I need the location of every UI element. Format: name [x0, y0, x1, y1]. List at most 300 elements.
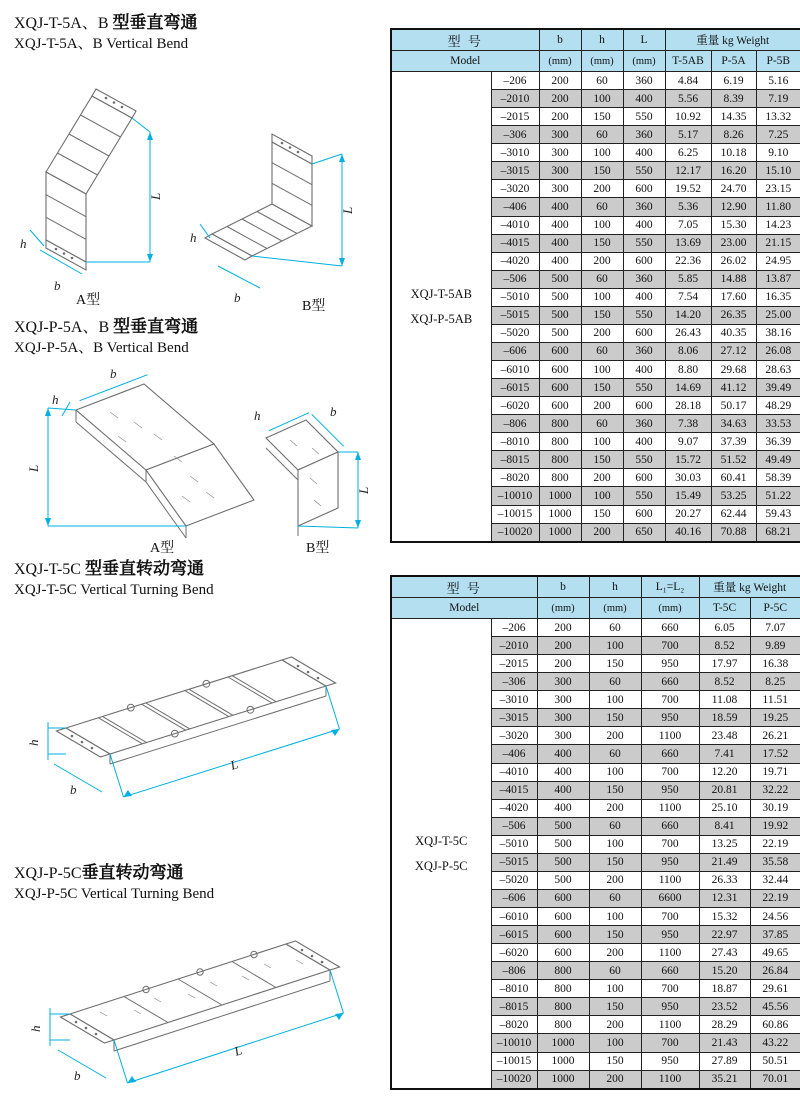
drawing-ladder-vertical-bend-ab [14, 66, 382, 314]
table-cell: 7.38 [665, 415, 711, 433]
table-cell: 100 [581, 216, 623, 234]
model-code: XQJ-T-5A、B [14, 15, 113, 32]
table-cell: 60 [589, 673, 641, 691]
table-cell: 700 [641, 908, 699, 926]
table-cell: 9.89 [750, 637, 800, 655]
table-cell: 200 [589, 944, 641, 962]
model-name-cell [391, 619, 491, 1090]
dim-label-L: L [228, 756, 240, 773]
table-cell: 14.88 [711, 270, 756, 288]
table-cell: 100 [581, 288, 623, 306]
table-cell: 360 [623, 198, 665, 216]
table-cell: 400 [539, 252, 581, 270]
table-cell: 360 [623, 72, 665, 90]
section-title-xqj-p-5ab [14, 316, 198, 359]
table-cell: 18.87 [699, 980, 750, 998]
table-cell: 50.51 [750, 1052, 800, 1070]
table-cell: 600 [537, 944, 589, 962]
table-cell: 15.72 [665, 451, 711, 469]
table-cell: –5020 [491, 871, 537, 889]
table-cell: 15.20 [699, 962, 750, 980]
table-cell: 23.52 [699, 998, 750, 1016]
table-cell: 400 [537, 745, 589, 763]
table-cell: 700 [641, 763, 699, 781]
table-cell: 60 [589, 817, 641, 835]
table-cell: 48.29 [756, 397, 800, 415]
table-cell: 600 [623, 180, 665, 198]
table-cell: 950 [641, 1052, 699, 1070]
table-cell: 150 [581, 234, 623, 252]
table-body [391, 72, 800, 543]
table-cell: 60 [581, 126, 623, 144]
table-cell: 11.51 [750, 691, 800, 709]
table-cell: –10010 [491, 487, 539, 505]
table-cell: 600 [537, 889, 589, 907]
table-cell: 100 [581, 487, 623, 505]
table-cell: 7.05 [665, 216, 711, 234]
table-cell: –2010 [491, 90, 539, 108]
table-cell: –6020 [491, 397, 539, 415]
table-cell: 200 [581, 397, 623, 415]
table-cell: 35.58 [750, 853, 800, 871]
table-cell: 15.49 [665, 487, 711, 505]
table-cell: 11.08 [699, 691, 750, 709]
table-cell: 14.20 [665, 306, 711, 324]
table-cell: 22.19 [750, 835, 800, 853]
table-cell: 500 [537, 853, 589, 871]
dim-label-h: h [20, 236, 27, 251]
table-cell: 27.89 [699, 1052, 750, 1070]
table-cell: 800 [537, 1016, 589, 1034]
table-cell: –4020 [491, 799, 537, 817]
model-code: XQJ-P-5C [14, 865, 82, 882]
table-cell: –3015 [491, 162, 539, 180]
table-cell: 22.97 [699, 926, 750, 944]
table-cell: 60 [589, 962, 641, 980]
table-cell: 35.21 [699, 1070, 750, 1089]
table-cell: 62.44 [711, 505, 756, 523]
table-cell: 19.25 [750, 709, 800, 727]
col-header-h: h [589, 576, 641, 598]
table-cell: 600 [539, 379, 581, 397]
dim-label-L: L [356, 486, 371, 494]
table-cell: 100 [581, 90, 623, 108]
table-cell: –4015 [491, 781, 537, 799]
table-cell: 400 [623, 433, 665, 451]
table-cell: 400 [623, 361, 665, 379]
table-cell: –10020 [491, 1070, 537, 1089]
table-cell: 58.39 [756, 469, 800, 487]
table-cell: 49.49 [756, 451, 800, 469]
table-cell: 7.41 [699, 745, 750, 763]
table-cell: 800 [537, 998, 589, 1016]
col-header-L: L [623, 29, 665, 51]
table-cell: 19.92 [750, 817, 800, 835]
table-cell: 28.18 [665, 397, 711, 415]
table-cell: 1100 [641, 727, 699, 745]
model-name: XQJ-P-5AB [410, 311, 473, 326]
table-cell: 150 [589, 709, 641, 727]
table-cell: 660 [641, 817, 699, 835]
table-cell: 800 [539, 451, 581, 469]
table-cell: 32.44 [750, 871, 800, 889]
table-cell: –6020 [491, 944, 537, 962]
table-cell: 1000 [539, 505, 581, 523]
table-cell: 20.27 [665, 505, 711, 523]
table-cell: 5.85 [665, 270, 711, 288]
table-cell: 60.86 [750, 1016, 800, 1034]
table-body [391, 619, 800, 1090]
table-cell: 14.35 [711, 108, 756, 126]
table-cell: 700 [641, 637, 699, 655]
model-name: XQJ-P-5C [414, 858, 468, 873]
col-header-model-zh: 型 号 [391, 576, 537, 598]
table-cell: 8.06 [665, 342, 711, 360]
table-cell: 19.52 [665, 180, 711, 198]
table-cell: 5.56 [665, 90, 711, 108]
table-cell: 550 [623, 379, 665, 397]
table-cell: –10015 [491, 1052, 537, 1070]
table-cell: 150 [589, 655, 641, 673]
table-cell: 8.52 [699, 637, 750, 655]
title-zh-bold: 型垂直弯通 [112, 13, 198, 32]
table-cell: 11.80 [756, 198, 800, 216]
spec-table-5c [390, 575, 800, 1090]
table-cell: 1100 [641, 871, 699, 889]
table-cell: 1100 [641, 799, 699, 817]
table-cell: 26.84 [750, 962, 800, 980]
table-cell: –10010 [491, 1034, 537, 1052]
caption-a-type: A型 [76, 293, 101, 308]
table-cell: 51.52 [711, 451, 756, 469]
table-cell: 60.41 [711, 469, 756, 487]
table-cell: 30.03 [665, 469, 711, 487]
table-cell: 20.81 [699, 781, 750, 799]
table-cell: –6015 [491, 926, 537, 944]
dim-label-L: L [26, 464, 41, 472]
table-cell: 16.35 [756, 288, 800, 306]
table-cell: 6.05 [699, 619, 750, 637]
table-cell: 23.48 [699, 727, 750, 745]
table-cell: 650 [623, 523, 665, 542]
table-cell: 9.07 [665, 433, 711, 451]
table-cell: 200 [539, 108, 581, 126]
table-cell: 22.19 [750, 889, 800, 907]
table-cell: 550 [623, 306, 665, 324]
table-cell: 500 [537, 835, 589, 853]
table-cell: 1100 [641, 1016, 699, 1034]
table-cell: 39.49 [756, 379, 800, 397]
table-cell: 360 [623, 415, 665, 433]
table-cell: 550 [623, 108, 665, 126]
table-cell: 19.71 [750, 763, 800, 781]
dim-label-h: h [190, 230, 197, 245]
table-cell: 6.25 [665, 144, 711, 162]
model-name: XQJ-T-5C [415, 833, 468, 848]
table-cell: –406 [491, 745, 537, 763]
dim-label-L: L [232, 1042, 244, 1059]
drawing-tray-turning-bend [14, 910, 382, 1098]
table-cell: 5.16 [756, 72, 800, 90]
col-header-L-unit: (mm) [641, 598, 699, 619]
table-cell: –4010 [491, 216, 539, 234]
table-cell: 200 [589, 871, 641, 889]
table-cell: –8020 [491, 469, 539, 487]
dim-label-b: b [54, 278, 61, 293]
table-cell: 36.39 [756, 433, 800, 451]
table-cell: 25.10 [699, 799, 750, 817]
table-cell: 68.21 [756, 523, 800, 542]
table-cell: 8.39 [711, 90, 756, 108]
table-cell: 5.36 [665, 198, 711, 216]
table-cell: 51.22 [756, 487, 800, 505]
caption-a-type: A型 [150, 541, 175, 556]
table-cell: 13.69 [665, 234, 711, 252]
table-cell: 200 [539, 72, 581, 90]
table-cell: 29.61 [750, 980, 800, 998]
table-cell: 100 [581, 361, 623, 379]
table-cell: 49.65 [750, 944, 800, 962]
table-cell: 600 [623, 324, 665, 342]
dim-label-L: L [340, 206, 355, 214]
table-cell: 50.17 [711, 397, 756, 415]
col-header-h: h [581, 29, 623, 51]
table-cell: –3010 [491, 691, 537, 709]
dim-label-h: h [52, 392, 59, 407]
table-cell: 100 [589, 980, 641, 998]
table-cell: 10.18 [711, 144, 756, 162]
table-cell: 600 [539, 361, 581, 379]
dim-label-h: h [254, 408, 261, 423]
dim-label-h: h [26, 739, 41, 746]
table-cell: 33.53 [756, 415, 800, 433]
title-line-en: XQJ-T-5A、B Vertical Bend [14, 36, 189, 52]
table-cell: 8.80 [665, 361, 711, 379]
col-header-b-unit: (mm) [539, 51, 581, 72]
title-line-en: XQJ-P-5C Vertical Turning Bend [14, 886, 215, 902]
table-cell: 400 [537, 781, 589, 799]
table-cell: 150 [581, 505, 623, 523]
table-cell: –5015 [491, 306, 539, 324]
table-cell: 16.20 [711, 162, 756, 180]
table-cell: 500 [537, 817, 589, 835]
col-header-L-unit: (mm) [623, 51, 665, 72]
table-cell: 21.43 [699, 1034, 750, 1052]
dim-label-b: b [70, 782, 77, 797]
title-line-zh [14, 862, 214, 884]
table-cell: 300 [537, 691, 589, 709]
table-cell: 21.49 [699, 853, 750, 871]
table-cell: 12.17 [665, 162, 711, 180]
section-title-xqj-t-5ab [14, 12, 198, 55]
table-cell: 200 [581, 523, 623, 542]
table-cell: –5010 [491, 835, 537, 853]
table-cell: 800 [539, 469, 581, 487]
table-cell: 60 [581, 270, 623, 288]
table-cell: 1000 [539, 523, 581, 542]
table-cell: 26.35 [711, 306, 756, 324]
table-cell: 200 [581, 324, 623, 342]
table-cell: 17.60 [711, 288, 756, 306]
col-header-t5c: T-5C [699, 598, 750, 619]
table-cell: –8015 [491, 998, 537, 1016]
table-cell: –4010 [491, 763, 537, 781]
table-cell: –806 [491, 962, 537, 980]
table-cell: 150 [581, 162, 623, 180]
table-cell: 600 [623, 397, 665, 415]
table-cell: 400 [537, 799, 589, 817]
table-cell: 600 [623, 505, 665, 523]
table-cell: 100 [589, 637, 641, 655]
table-cell: 40.35 [711, 324, 756, 342]
table-cell: 300 [537, 673, 589, 691]
table-cell: 1000 [539, 487, 581, 505]
table-cell: 45.56 [750, 998, 800, 1016]
table-cell: 24.70 [711, 180, 756, 198]
table-cell: 500 [539, 324, 581, 342]
table-cell: 150 [589, 781, 641, 799]
table-cell: 200 [537, 637, 589, 655]
col-header-b-unit: (mm) [537, 598, 589, 619]
table-cell: –2010 [491, 637, 537, 655]
table-cell: 40.16 [665, 523, 711, 542]
table-cell: 400 [623, 288, 665, 306]
table-cell: –4015 [491, 234, 539, 252]
table-cell: 100 [581, 433, 623, 451]
caption-b-type: B型 [306, 541, 330, 556]
table-cell: 25.00 [756, 306, 800, 324]
table-cell: 300 [539, 144, 581, 162]
table-cell: –3010 [491, 144, 539, 162]
title-line-en: XQJ-T-5C Vertical Turning Bend [14, 582, 214, 598]
table-cell: 550 [623, 487, 665, 505]
table-cell: 550 [623, 162, 665, 180]
table-cell: 950 [641, 655, 699, 673]
drawing-ladder-turning-bend [14, 608, 382, 860]
table-cell: 800 [539, 415, 581, 433]
table-cell: 15.30 [711, 216, 756, 234]
table-cell: 60 [581, 72, 623, 90]
table-cell: –206 [491, 72, 539, 90]
table-cell: –8010 [491, 433, 539, 451]
table-cell: 660 [641, 745, 699, 763]
table-cell: –3020 [491, 727, 537, 745]
table-cell: 5.17 [665, 126, 711, 144]
col-header-model-en: Model [391, 51, 539, 72]
table-cell: 400 [539, 216, 581, 234]
table-cell: 26.02 [711, 252, 756, 270]
table-cell: 150 [581, 306, 623, 324]
table-cell: 150 [581, 108, 623, 126]
table-cell: 8.52 [699, 673, 750, 691]
table-cell: 100 [581, 144, 623, 162]
table-cell: –6010 [491, 908, 537, 926]
table-cell: 150 [589, 1052, 641, 1070]
table-cell: –8015 [491, 451, 539, 469]
table-cell: –506 [491, 817, 537, 835]
table-cell: 8.26 [711, 126, 756, 144]
model-name: XQJ-T-5AB [410, 286, 472, 301]
model-code: XQJ-T-5C [14, 561, 85, 578]
table-cell: 300 [539, 126, 581, 144]
col-header-model-zh: 型 号 [391, 29, 539, 51]
table-cell: 9.10 [756, 144, 800, 162]
model-name-cell [391, 72, 491, 543]
table-cell: 60 [581, 415, 623, 433]
table-cell: 60 [589, 745, 641, 763]
table-cell: –306 [491, 673, 537, 691]
table-cell: –606 [491, 342, 539, 360]
table-cell: 660 [641, 962, 699, 980]
table-cell: 600 [623, 252, 665, 270]
table-cell: 7.19 [756, 90, 800, 108]
table-cell: 950 [641, 998, 699, 1016]
table-cell: 700 [641, 835, 699, 853]
table-cell: 38.16 [756, 324, 800, 342]
col-header-h-unit: (mm) [581, 51, 623, 72]
table-cell: 8.41 [699, 817, 750, 835]
table-cell: 34.63 [711, 415, 756, 433]
table-cell: –10015 [491, 505, 539, 523]
col-header-b: b [539, 29, 581, 51]
table-cell: 360 [623, 126, 665, 144]
table-cell: 16.38 [750, 655, 800, 673]
table-cell: 12.90 [711, 198, 756, 216]
table-cell: 950 [641, 926, 699, 944]
title-line-zh [14, 316, 198, 338]
table-cell: –4020 [491, 252, 539, 270]
table-cell: 7.25 [756, 126, 800, 144]
table-cell: 400 [623, 216, 665, 234]
table-cell: 12.31 [699, 889, 750, 907]
table-cell: 150 [589, 853, 641, 871]
table-cell: 70.88 [711, 523, 756, 542]
table-cell: 6.19 [711, 72, 756, 90]
table-cell: 59.43 [756, 505, 800, 523]
table-cell: 950 [641, 709, 699, 727]
col-header-model-en: Model [391, 598, 537, 619]
table-cell: 100 [589, 763, 641, 781]
table-cell: 10.92 [665, 108, 711, 126]
table-cell: 660 [641, 673, 699, 691]
table-row [391, 619, 800, 637]
table-cell: 800 [537, 980, 589, 998]
table-cell: 26.33 [699, 871, 750, 889]
table-cell: 300 [539, 162, 581, 180]
table-cell: 400 [537, 763, 589, 781]
table-cell: 300 [537, 709, 589, 727]
table-cell: 28.63 [756, 361, 800, 379]
table-cell: 800 [537, 962, 589, 980]
table-cell: 60 [589, 889, 641, 907]
caption-b-type: B型 [302, 299, 326, 314]
table-cell: –5010 [491, 288, 539, 306]
table-cell: –206 [491, 619, 537, 637]
table-cell: 550 [623, 451, 665, 469]
table-cell: 21.15 [756, 234, 800, 252]
table-cell: 300 [539, 180, 581, 198]
table-cell: 60 [581, 342, 623, 360]
table-cell: 400 [623, 90, 665, 108]
table-cell: 400 [539, 198, 581, 216]
table-cell: 29.68 [711, 361, 756, 379]
table-cell: –506 [491, 270, 539, 288]
table-cell: 30.19 [750, 799, 800, 817]
table-cell: 18.59 [699, 709, 750, 727]
table-cell: 800 [539, 433, 581, 451]
table-cell: 1000 [537, 1070, 589, 1089]
table-cell: 1000 [537, 1052, 589, 1070]
